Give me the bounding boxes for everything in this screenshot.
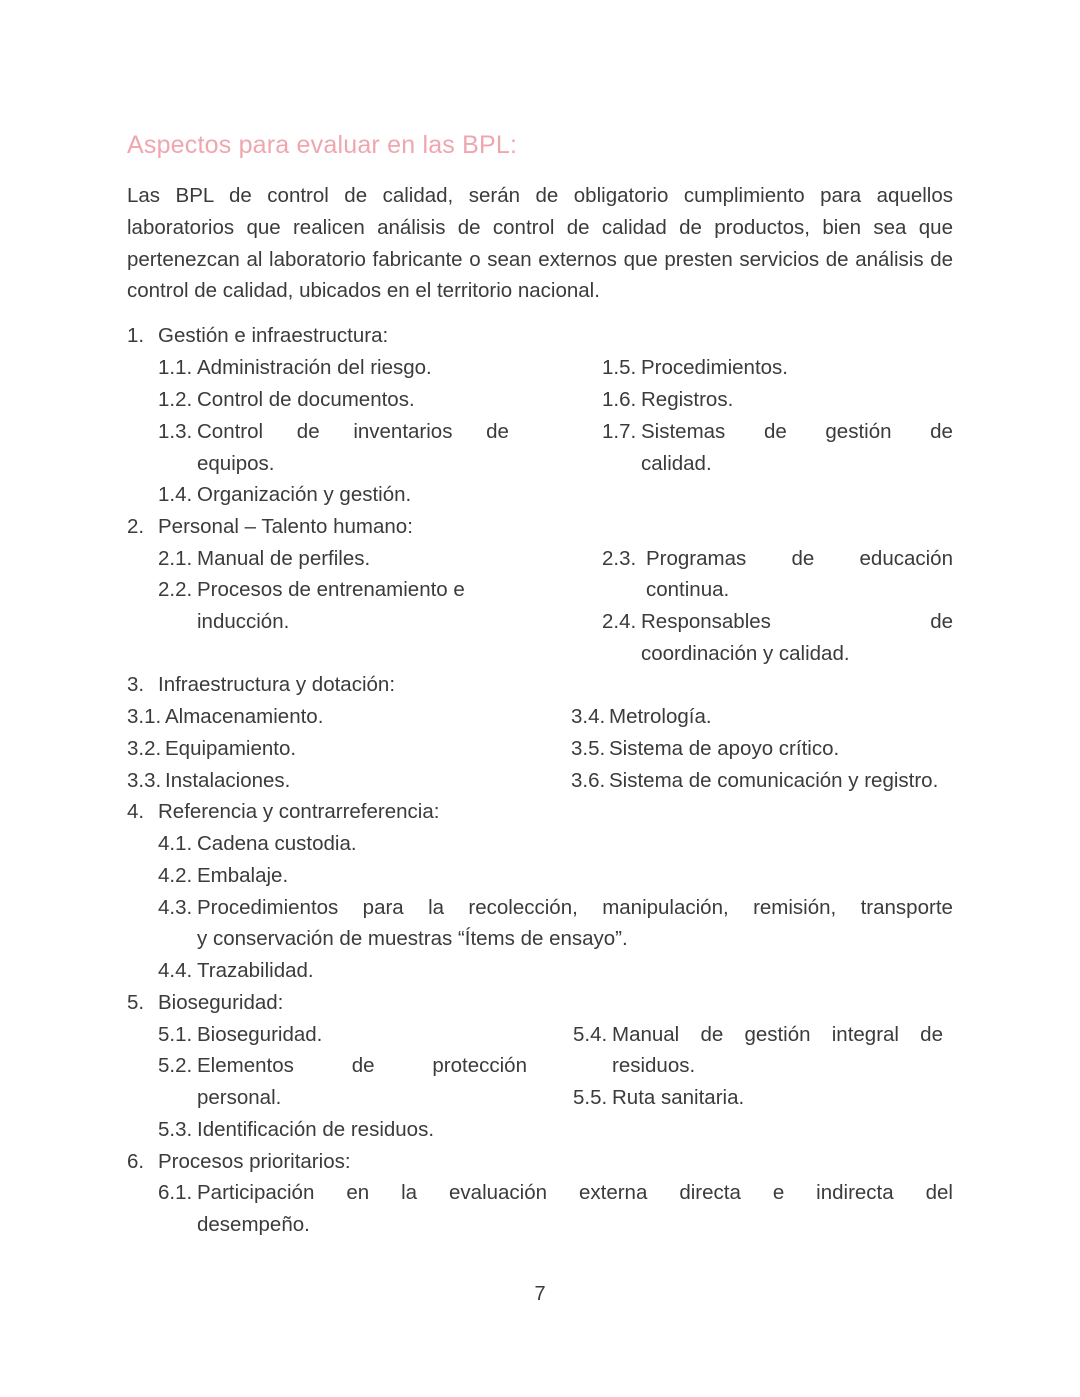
item-3-4-label: Metrología.	[609, 705, 712, 728]
item-3-6-label: Sistema de comunicación y registro.	[609, 769, 939, 792]
item-3-1-number: 3.1.	[127, 705, 162, 728]
item-2-4-label-line1: Responsables de	[641, 610, 953, 633]
page-title: Aspectos para evaluar en las BPL:	[127, 131, 518, 159]
item-1-5-number: 1.5.	[602, 356, 637, 379]
section-6-number: 6.	[127, 1150, 145, 1173]
section-3-label: Infraestructura y dotación:	[158, 673, 396, 696]
section-4-label: Referencia y contrarreferencia:	[158, 800, 440, 823]
item-1-6-label: Registros.	[641, 388, 734, 411]
item-5-2-label-line1: Elementos de protección	[197, 1054, 527, 1077]
item-1-1-label: Administración del riesgo.	[197, 356, 432, 379]
item-3-1-label: Almacenamiento.	[165, 705, 324, 728]
item-1-2-number: 1.2.	[158, 388, 193, 411]
item-2-1-number: 2.1.	[158, 547, 193, 570]
item-1-2-label: Control de documentos.	[197, 388, 415, 411]
item-2-3-number: 2.3.	[602, 547, 637, 570]
item-2-3-label-line2: continua.	[646, 578, 730, 601]
item-2-2-label-line1: Procesos de entrenamiento e	[197, 578, 465, 601]
item-6-1-number: 6.1.	[158, 1181, 193, 1204]
item-1-7-label-line2: calidad.	[641, 452, 712, 475]
item-3-5-label: Sistema de apoyo crítico.	[609, 737, 840, 760]
item-3-2-number: 3.2.	[127, 737, 162, 760]
item-6-1-label-line1: Participación en la evaluación externa directa e indirecta del	[197, 1181, 953, 1204]
item-3-4-number: 3.4.	[571, 705, 606, 728]
item-4-4-label: Trazabilidad.	[197, 959, 314, 982]
item-2-2-number: 2.2.	[158, 578, 193, 601]
item-1-3-label-line2: equipos.	[197, 452, 275, 475]
item-2-1-label: Manual de perfiles.	[197, 547, 371, 570]
item-1-7-label-line1: Sistemas de gestión de	[641, 420, 953, 443]
item-4-1-label: Cadena custodia.	[197, 832, 357, 855]
section-1-number: 1.	[127, 324, 145, 347]
item-5-1-number: 5.1.	[158, 1023, 193, 1046]
section-2-number: 2.	[127, 515, 145, 538]
item-2-3-label-line1: Programas de educación	[646, 547, 953, 570]
item-4-3-label-line2: y conservación de muestras “Ítems de ensayo”.	[197, 927, 628, 950]
item-5-2-number: 5.2.	[158, 1054, 193, 1077]
item-1-5-label: Procedimientos.	[641, 356, 788, 379]
item-2-4-number: 2.4.	[602, 610, 637, 633]
item-5-2-label-line2: personal.	[197, 1086, 282, 1109]
section-5-number: 5.	[127, 991, 145, 1014]
item-1-4-label: Organización y gestión.	[197, 483, 412, 506]
item-4-2-label: Embalaje.	[197, 864, 289, 887]
item-2-2-label-line2: inducción.	[197, 610, 290, 633]
item-5-4-label-line2: residuos.	[612, 1054, 696, 1077]
item-6-1-label-line2: desempeño.	[197, 1213, 310, 1236]
item-5-3-label: Identificación de residuos.	[197, 1118, 435, 1141]
section-5-label: Bioseguridad:	[158, 991, 284, 1014]
item-2-4-label-line2: coordinación y calidad.	[641, 642, 850, 665]
item-3-2-label: Equipamiento.	[165, 737, 297, 760]
section-4-number: 4.	[127, 800, 145, 823]
intro-paragraph: Las BPL de control de calidad, serán de obligatorio cumplimiento para aquellos laboratorios que realicen análisis de control de calidad de productos, bien sea que pertenezcan al laboratorio fabricante o sean externos que presten servicios de análisis de control de calidad, ubicados en el territorio nacional.	[127, 184, 953, 303]
item-3-5-number: 3.5.	[571, 737, 606, 760]
item-3-6-number: 3.6.	[571, 769, 606, 792]
item-1-1-number: 1.1.	[158, 356, 193, 379]
item-3-3-number: 3.3.	[127, 769, 162, 792]
item-5-4-number: 5.4.	[573, 1023, 608, 1046]
section-2-label: Personal – Talento humano:	[158, 515, 413, 538]
section-1-label: Gestión e infraestructura:	[158, 324, 389, 347]
item-4-4-number: 4.4.	[158, 959, 193, 982]
item-1-4-number: 1.4.	[158, 483, 193, 506]
item-1-7-number: 1.7.	[602, 420, 637, 443]
item-5-5-number: 5.5.	[573, 1086, 608, 1109]
item-3-3-label: Instalaciones.	[165, 769, 291, 792]
item-1-6-number: 1.6.	[602, 388, 637, 411]
section-6-label: Procesos prioritarios:	[158, 1150, 351, 1173]
item-4-3-label-line1: Procedimientos para la recolección, manipulación, remisión, transporte	[197, 896, 953, 919]
section-3-number: 3.	[127, 673, 145, 696]
item-5-1-label: Bioseguridad.	[197, 1023, 323, 1046]
page-number: 7	[534, 1283, 546, 1305]
item-5-3-number: 5.3.	[158, 1118, 193, 1141]
item-1-3-label-line1: Control de inventarios de	[197, 420, 509, 443]
item-1-3-number: 1.3.	[158, 420, 193, 443]
item-4-2-number: 4.2.	[158, 864, 193, 887]
item-4-1-number: 4.1.	[158, 832, 193, 855]
item-4-3-number: 4.3.	[158, 896, 193, 919]
item-5-5-label: Ruta sanitaria.	[612, 1086, 745, 1109]
item-5-4-label-line1: Manual de gestión integral de	[612, 1023, 943, 1046]
